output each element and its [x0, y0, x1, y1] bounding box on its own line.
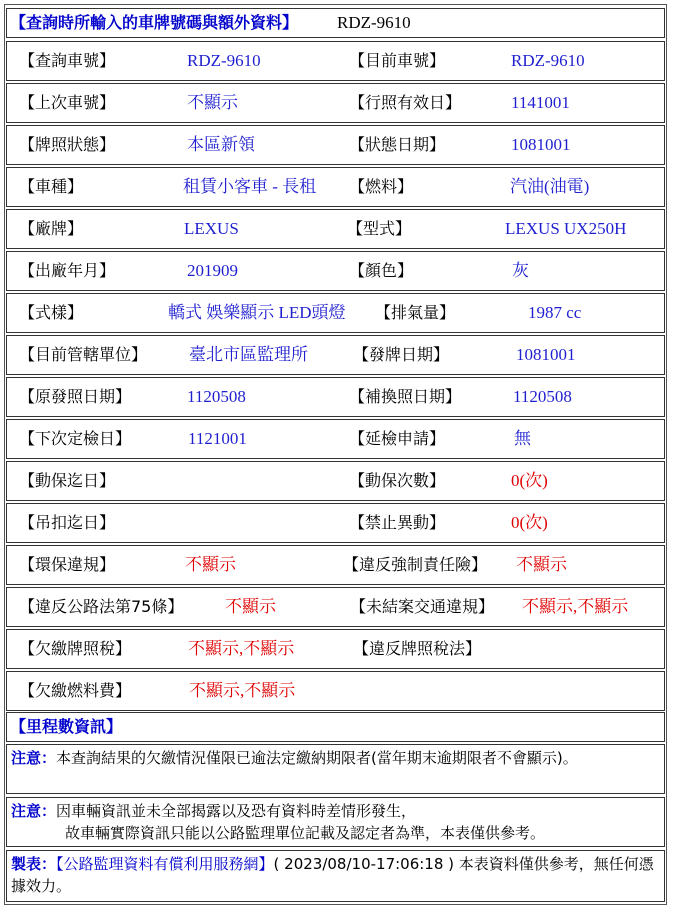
field-label: 【未結案交通違規】 — [350, 597, 495, 616]
info-row — [6, 209, 665, 249]
field-value: 0(次) — [511, 471, 548, 490]
field-value: 臺北市區監理所 — [189, 345, 308, 364]
field-label: 【排氣量】 — [375, 303, 456, 322]
field-label: 【吊扣迄日】 — [19, 513, 116, 532]
field-label: 【顏色】 — [349, 261, 414, 280]
field-value: 無 — [514, 429, 531, 448]
footer-note — [6, 850, 665, 902]
info-row — [6, 83, 665, 123]
info-row — [6, 377, 665, 417]
field-value: 1081001 — [516, 345, 576, 364]
field-label: 【下次定檢日】 — [19, 429, 132, 448]
note-text: 因車輛資訊並未全部揭露以及恐有資料時差情形發生， — [56, 802, 417, 820]
info-row — [6, 503, 665, 543]
footer-source: 【公路監理資料有償利用服務網】 — [56, 855, 274, 873]
info-row — [6, 251, 665, 291]
field-label: 【動保次數】 — [349, 471, 446, 490]
field-value: 不顯示,不顯示 — [189, 681, 296, 700]
field-label: 【環保違規】 — [19, 555, 116, 574]
field-label: 【查詢車號】 — [19, 51, 116, 70]
note-text-continued: 故車輛實際資訊只能以公路監理單位記載及認定者為準，本表僅供參考。 — [65, 824, 546, 842]
field-label: 【型式】 — [347, 219, 412, 238]
note-disclaimer — [6, 797, 665, 847]
field-label: 【目前管轄單位】 — [19, 345, 148, 364]
field-value: 1121001 — [188, 429, 247, 448]
field-value: 不顯示 — [185, 555, 236, 574]
field-label: 【延檢申請】 — [349, 429, 446, 448]
info-row — [6, 419, 665, 459]
info-row — [6, 545, 665, 585]
query-header-plate: RDZ-9610 — [337, 13, 411, 32]
field-label: 【目前車號】 — [349, 51, 446, 70]
info-row — [6, 587, 665, 627]
info-row — [6, 671, 665, 711]
field-value: 轎式 娛樂顯示 LED頭燈 — [168, 303, 346, 322]
field-value: LEXUS — [184, 219, 239, 238]
note-overdue — [6, 744, 665, 794]
field-value: 不顯示,不顯示 — [188, 639, 295, 658]
field-label: 【狀態日期】 — [349, 135, 446, 154]
field-label: 【欠繳燃料費】 — [19, 681, 132, 700]
field-value: 本區新領 — [187, 135, 255, 154]
field-label: 【違反公路法第75條】 — [19, 597, 184, 616]
field-value: LEXUS UX250H — [505, 219, 627, 238]
field-label: 【違反牌照稅法】 — [353, 639, 482, 658]
note-text: 本查詢結果的欠繳情況僅限已逾法定繳納期限者(當年期末逾期限者不會顯示)。 — [56, 749, 578, 767]
field-value: 1987 cc — [528, 303, 582, 322]
field-value: 1141001 — [511, 93, 570, 112]
field-label: 【欠繳牌照稅】 — [19, 639, 132, 658]
field-label: 【式樣】 — [19, 303, 84, 322]
mileage-section — [6, 712, 665, 742]
field-label: 【牌照狀態】 — [19, 135, 116, 154]
field-value: 不顯示 — [225, 597, 276, 616]
field-label: 【補換照日期】 — [349, 387, 462, 406]
info-row — [6, 461, 665, 501]
info-row — [6, 293, 665, 333]
footer-text: ( 2023/08/10-17:06:18 ) 本表資料僅供參考，無任何憑據效力。 — [11, 855, 654, 895]
info-row — [6, 41, 665, 81]
info-row — [6, 167, 665, 207]
mileage-title: 【里程數資訊】 — [10, 717, 123, 736]
field-label: 【禁止異動】 — [349, 513, 446, 532]
note-label: 注意： — [11, 802, 57, 820]
query-header-label: 【查詢時所輸入的車牌號碼與額外資料】 — [10, 13, 299, 32]
field-value: 灰 — [512, 261, 529, 280]
field-label: 【燃料】 — [349, 177, 414, 196]
info-row — [6, 629, 665, 669]
note-label: 注意： — [11, 749, 57, 767]
field-label: 【發牌日期】 — [353, 345, 450, 364]
field-value: 201909 — [187, 261, 238, 280]
field-value: RDZ-9610 — [511, 51, 585, 70]
field-value: 1120508 — [513, 387, 572, 406]
field-label: 【車種】 — [19, 177, 84, 196]
field-label: 【違反強制責任險】 — [343, 555, 488, 574]
field-label: 【出廠年月】 — [19, 261, 116, 280]
field-label: 【原發照日期】 — [19, 387, 132, 406]
info-row — [6, 125, 665, 165]
field-value: 0(次) — [511, 513, 548, 532]
field-label: 【行照有效日】 — [349, 93, 462, 112]
field-value: 1081001 — [511, 135, 571, 154]
field-value: 1120508 — [187, 387, 246, 406]
info-row — [6, 335, 665, 375]
field-value: 汽油(油電) — [510, 177, 590, 196]
field-label: 【廠牌】 — [19, 219, 84, 238]
field-value: 租賃小客車 - 長租 — [183, 177, 317, 196]
footer-label: 製表： — [11, 855, 57, 873]
query-header — [6, 8, 665, 38]
field-value: 不顯示 — [516, 555, 567, 574]
field-value: RDZ-9610 — [187, 51, 261, 70]
field-value: 不顯示,不顯示 — [522, 597, 629, 616]
field-label: 【上次車號】 — [19, 93, 116, 112]
field-value: 不顯示 — [187, 93, 238, 112]
field-label: 【動保迄日】 — [19, 471, 116, 490]
